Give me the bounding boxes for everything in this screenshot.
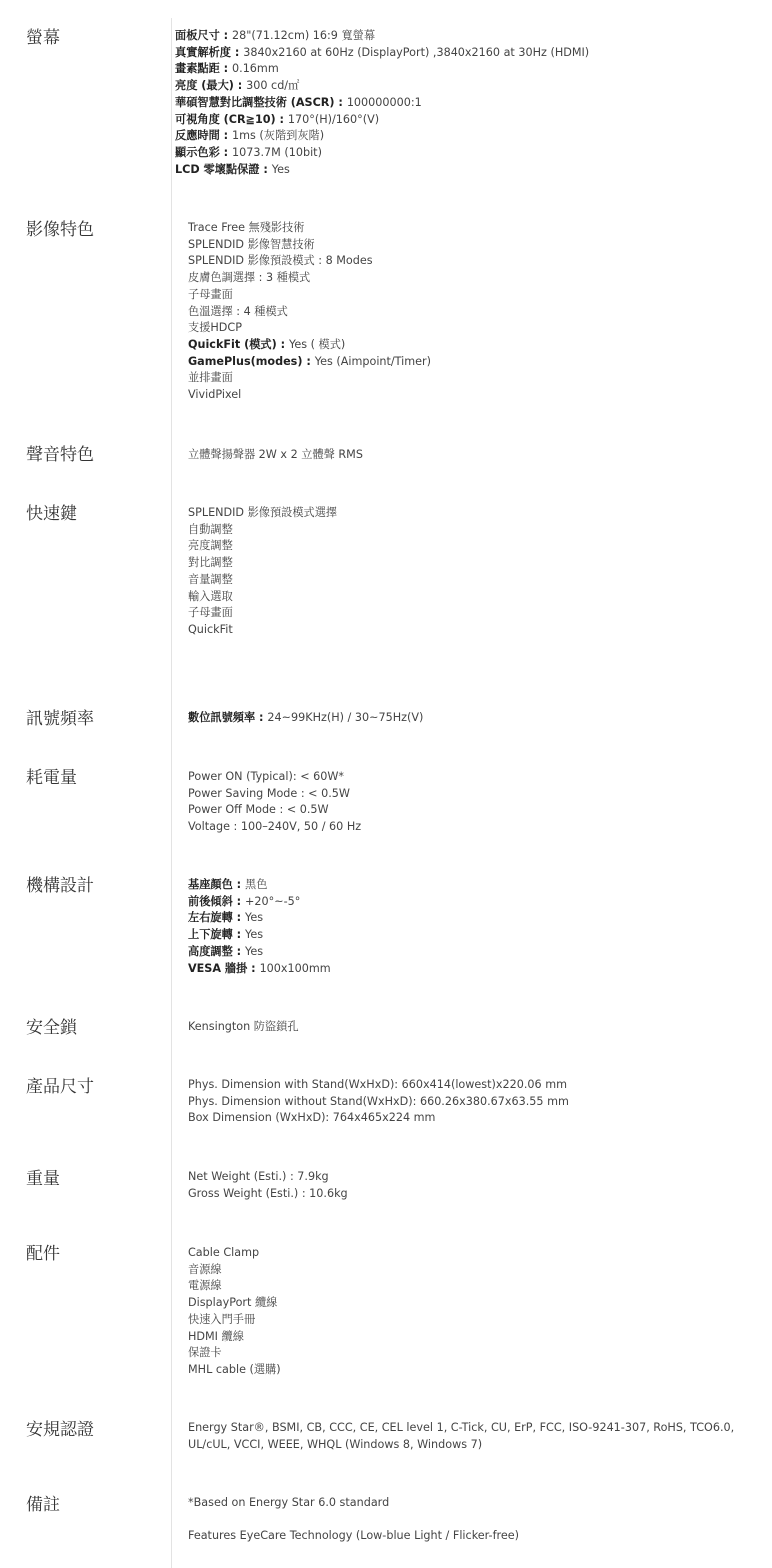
section-label: 耗電量: [26, 768, 77, 788]
spec-line: [175, 162, 589, 179]
spec-line: [188, 1186, 348, 1203]
spec-line: [188, 237, 431, 254]
spec-key: 華碩智慧對比調整技術 (ASCR) :: [175, 95, 347, 109]
spec-value: Phys. Dimension without Stand(WxHxD): 660.26x380.67x63.55 mm: [188, 1094, 569, 1108]
spec-line: [175, 112, 589, 129]
spec-key: 亮度 (最大) :: [175, 79, 247, 93]
section-label: 配件: [26, 1244, 60, 1264]
spec-key: 前後傾斜 :: [188, 894, 246, 908]
spec-line: [175, 61, 589, 78]
spec-value: Yes: [271, 162, 290, 176]
spec-line: [175, 78, 589, 95]
spec-key: 畫素點距 :: [175, 62, 233, 76]
spec-value: Power Saving Mode : < 0.5W: [188, 786, 350, 800]
spec-lines: [188, 505, 337, 639]
spec-line: [188, 287, 431, 304]
spec-value: *Based on Energy Star 6.0 standard: [188, 1496, 390, 1509]
spec-value: 亮度調整: [188, 539, 233, 553]
spec-line: [188, 769, 361, 786]
spec-lines: [188, 447, 363, 464]
spec-value: Net Weight (Esti.) : 7.9kg: [188, 1170, 329, 1183]
spec-line: [188, 1262, 281, 1279]
spec-value: 色溫選擇 : 4 種模式: [188, 304, 288, 318]
spec-lines: [188, 1019, 299, 1036]
spec-lines: [175, 28, 589, 178]
section-label: 影像特色: [26, 220, 94, 240]
spec-value: 輸入選取: [188, 589, 233, 603]
spec-line: [188, 270, 431, 287]
spec-line: [175, 95, 589, 112]
spec-value: HDMI 纜線: [188, 1329, 244, 1343]
spec-line: [188, 1495, 519, 1512]
spec-line: [188, 1312, 281, 1329]
spec-key: GamePlus(modes) :: [188, 354, 315, 368]
spec-line: [188, 522, 337, 539]
section-label: 快速鍵: [26, 504, 77, 524]
spec-line: [188, 505, 337, 522]
spec-value: Power Off Mode : < 0.5W: [188, 803, 329, 817]
spec-line: [188, 354, 431, 371]
spec-line: [188, 1169, 348, 1186]
spec-line: [188, 253, 431, 270]
spec-value: SPLENDID 影像預設模式 : 8 Modes: [188, 254, 373, 268]
spec-line: [188, 877, 331, 894]
spec-line: [188, 304, 431, 321]
spec-value: Box Dimension (WxHxD): 764x465x224 mm: [188, 1111, 436, 1125]
spec-value: 100000000:1: [346, 95, 422, 109]
spec-line: [188, 710, 423, 727]
spec-key: 反應時間 :: [175, 129, 233, 143]
spec-key: 真實解析度 :: [175, 45, 244, 59]
spec-value: 子母畫面: [188, 287, 233, 301]
spec-value: SPLENDID 影像智慧技術: [188, 237, 315, 251]
spec-value: 快速入門手冊: [188, 1312, 256, 1326]
spec-line: [188, 555, 337, 572]
spec-key: 顯示色彩 :: [175, 145, 233, 159]
spec-value: 皮膚色調選擇 : 3 種模式: [188, 271, 311, 285]
spec-key: QuickFit (模式) :: [188, 337, 289, 351]
spec-key: 基座顏色 :: [188, 878, 246, 891]
spec-line: [188, 1345, 281, 1362]
spec-lines: [188, 1420, 748, 1453]
spec-value: Yes: [245, 944, 264, 958]
spec-value: VividPixel: [188, 388, 242, 402]
spec-value: 28"(71.12cm) 16:9 寬螢幕: [232, 29, 376, 42]
spec-key: VESA 牆掛 :: [188, 961, 260, 975]
spec-value: Power ON (Typical): < 60W*: [188, 770, 345, 783]
spec-value: SPLENDID 影像預設模式選擇: [188, 506, 338, 519]
spec-line: [188, 910, 331, 927]
spec-line: [188, 1245, 281, 1262]
spec-value: 300 cd/㎡: [246, 79, 300, 93]
spec-line: [188, 1420, 748, 1453]
spec-value: Gross Weight (Esti.) : 10.6kg: [188, 1186, 348, 1200]
spec-value: 音量調整: [188, 572, 233, 586]
spec-value: 保證卡: [188, 1346, 222, 1360]
spec-value: 支援HDCP: [188, 321, 242, 335]
spec-lines: [188, 1245, 281, 1379]
spec-value: 對比調整: [188, 556, 233, 570]
spec-line: [188, 589, 337, 606]
spec-value: 24~99KHz(H) / 30~75Hz(V): [267, 711, 424, 724]
spec-key: 高度調整 :: [188, 944, 246, 958]
spec-key: 數位訊號頻率 :: [188, 711, 268, 724]
spec-line: [175, 45, 589, 62]
spec-line: [188, 927, 331, 944]
spec-value: 170°(H)/160°(V): [287, 112, 380, 126]
line-gap: [188, 1512, 519, 1529]
section-label: 螢幕: [26, 28, 60, 48]
spec-value: Phys. Dimension with Stand(WxHxD): 660x414(lowest)x220.06 mm: [188, 1078, 568, 1091]
spec-lines: [188, 710, 423, 727]
spec-value: Kensington 防盜鎖孔: [188, 1020, 299, 1033]
section-label: 備註: [26, 1495, 60, 1515]
section-label: 安全鎖: [26, 1018, 77, 1038]
spec-line: [188, 605, 337, 622]
spec-line: [188, 786, 361, 803]
spec-key: LCD 零壞點保證 :: [175, 162, 272, 176]
spec-value: 電源線: [188, 1279, 222, 1293]
column-divider: [171, 18, 172, 1568]
spec-lines: [188, 769, 361, 836]
spec-value: MHL cable (選購): [188, 1362, 281, 1376]
spec-value: 1073.7M (10bit): [232, 145, 322, 159]
spec-lines: [188, 1169, 348, 1202]
spec-value: 立體聲揚聲器 2W x 2 立體聲 RMS: [188, 448, 363, 461]
spec-line: [188, 894, 331, 911]
section-label: 聲音特色: [26, 445, 94, 465]
spec-line: [188, 572, 337, 589]
spec-line: [188, 370, 431, 387]
spec-lines: [188, 1495, 519, 1545]
spec-value: Yes ( 模式): [288, 337, 346, 351]
spec-line: [188, 1295, 281, 1312]
spec-line: [188, 944, 331, 961]
spec-line: [188, 337, 431, 354]
spec-lines: [188, 220, 431, 404]
spec-value: Yes: [245, 928, 264, 942]
spec-key: 面板尺寸 :: [175, 29, 233, 42]
spec-line: [188, 387, 431, 404]
spec-value: Trace Free 無殘影技術: [188, 221, 305, 234]
section-label: 訊號頻率: [26, 709, 94, 729]
spec-line: [188, 1094, 569, 1111]
spec-key: 可視角度 (CR≧10) :: [175, 112, 288, 126]
spec-value: 子母畫面: [188, 606, 233, 620]
spec-value: 自動調整: [188, 522, 233, 536]
spec-line: [175, 28, 589, 45]
spec-value: Yes: [245, 911, 264, 925]
spec-line: [188, 819, 361, 836]
spec-line: [188, 538, 337, 555]
spec-value: +20°~-5°: [245, 894, 301, 908]
section-label: 安規認證: [26, 1420, 94, 1440]
spec-value: 3840x2160 at 60Hz (DisplayPort) ,3840x2160 at 30Hz (HDMI): [243, 45, 590, 59]
spec-line: [188, 220, 431, 237]
spec-line: [188, 1278, 281, 1295]
spec-line: [188, 961, 331, 978]
spec-value: QuickFit: [188, 622, 233, 636]
spec-line: [188, 622, 337, 639]
spec-line: [175, 145, 589, 162]
spec-value: 0.16mm: [232, 62, 279, 76]
section-label: 機構設計: [26, 876, 94, 896]
spec-key: 上下旋轉 :: [188, 928, 246, 942]
spec-line: [188, 1362, 281, 1379]
spec-line: [175, 128, 589, 145]
spec-value: 並排畫面: [188, 371, 233, 385]
spec-value: Energy Star®, BSMI, CB, CCC, CE, CEL level 1, C-Tick, CU, ErP, FCC, ISO-9241-307, RoHS, TCO6.0, UL/cUL, VCCI, WEEE, WHQL (Windows 8, Windows 7): [188, 1421, 735, 1451]
spec-line: [188, 447, 363, 464]
spec-lines: [188, 1077, 569, 1127]
spec-value: 100x100mm: [259, 961, 331, 975]
spec-value: Voltage : 100–240V, 50 / 60 Hz: [188, 820, 362, 834]
spec-line: [188, 802, 361, 819]
spec-line: [188, 1110, 569, 1127]
spec-value: Yes (Aimpoint/Timer): [314, 354, 432, 368]
spec-value: 1ms (灰階到灰階): [232, 129, 325, 143]
spec-value: Features EyeCare Technology (Low-blue Light / Flicker-free): [188, 1529, 519, 1543]
section-label: 重量: [26, 1169, 60, 1189]
spec-line: [188, 1077, 569, 1094]
spec-value: DisplayPort 纜線: [188, 1296, 278, 1310]
spec-line: [188, 1019, 299, 1036]
spec-key: 左右旋轉 :: [188, 911, 246, 925]
spec-value: 黑色: [245, 878, 268, 891]
section-label: 產品尺寸: [26, 1077, 94, 1097]
spec-line: [188, 1329, 281, 1346]
spec-line: [188, 320, 431, 337]
spec-value: 音源線: [188, 1262, 222, 1276]
spec-value: Cable Clamp: [188, 1246, 260, 1259]
spec-lines: [188, 877, 331, 977]
spec-line: [188, 1528, 519, 1545]
